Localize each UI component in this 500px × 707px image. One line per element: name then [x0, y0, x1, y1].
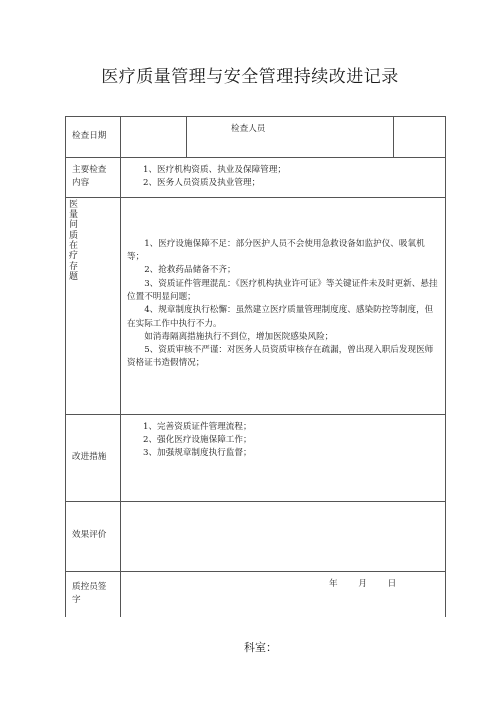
- problem-item: 3、资质证件管理混乱：《医疗机构执业许可证》等关键证件未及时更新、悬挂位置不明显问题；: [127, 278, 438, 302]
- main-content-item: 1、医疗机构资质、执业及保障管理；: [143, 165, 286, 175]
- record-form-table: [65, 116, 446, 617]
- main-content-cell: [121, 158, 446, 198]
- sign-date: 年 月 日: [329, 578, 400, 589]
- problems-label-cell: [66, 197, 121, 414]
- improve-item: 3、加强规章制度执行监督；: [143, 448, 252, 459]
- signer-row: [66, 571, 446, 617]
- check-date-field[interactable]: [121, 117, 187, 158]
- problem-item: 1、医疗设施保障不足：部分医护人员不会使用急救设备如监护仪、吸氧机等；: [127, 238, 425, 262]
- main-content-label: 主要检查内容: [66, 158, 121, 198]
- improve-label: 改进措施: [66, 414, 121, 501]
- problems-cell: [121, 197, 446, 414]
- improve-cell: [121, 414, 446, 501]
- improve-item: 1、完善资质证件管理流程；: [143, 421, 252, 432]
- improve-item: 2、强化医疗设施保障工作；: [143, 434, 252, 445]
- effect-field[interactable]: [121, 501, 446, 571]
- signer-field[interactable]: [121, 571, 446, 617]
- inspector-label: 检查人员: [231, 124, 266, 134]
- problems-row: [66, 197, 446, 414]
- problem-item: 5、资质审核不严谨：对医务人员资质审核存在疏漏，曾出现入职后发现医师资格证书造假情况；: [127, 345, 434, 369]
- inspector-cell: [187, 117, 394, 158]
- problem-item: 4、规章制度执行松懈：虽然建立医疗质量管理制度度、感染防控等制度，但在实际工作中执行不力。: [127, 305, 434, 329]
- signer-label: 质控员签字: [66, 571, 121, 617]
- problems-label: 医量问质在疗存题: [69, 199, 79, 283]
- document-title: 医疗质量管理与安全管理持续改进记录: [101, 67, 399, 87]
- effect-row: [66, 501, 446, 571]
- inspector-field[interactable]: [394, 117, 446, 158]
- main-content-row: [66, 158, 446, 198]
- problem-item: 如消毒隔离措施执行不到位，增加医院感染风险；: [144, 331, 334, 342]
- check-date-row: [66, 117, 446, 158]
- department-label: 科室：: [244, 641, 277, 654]
- problem-item: 2、抢救药品储备不齐；: [144, 265, 236, 276]
- main-content-item: 2、医务人员资质及执业管理；: [143, 178, 261, 189]
- improve-row: [66, 414, 446, 501]
- check-date-label: 检查日期: [66, 117, 121, 158]
- effect-label: 效果评价: [66, 501, 121, 571]
